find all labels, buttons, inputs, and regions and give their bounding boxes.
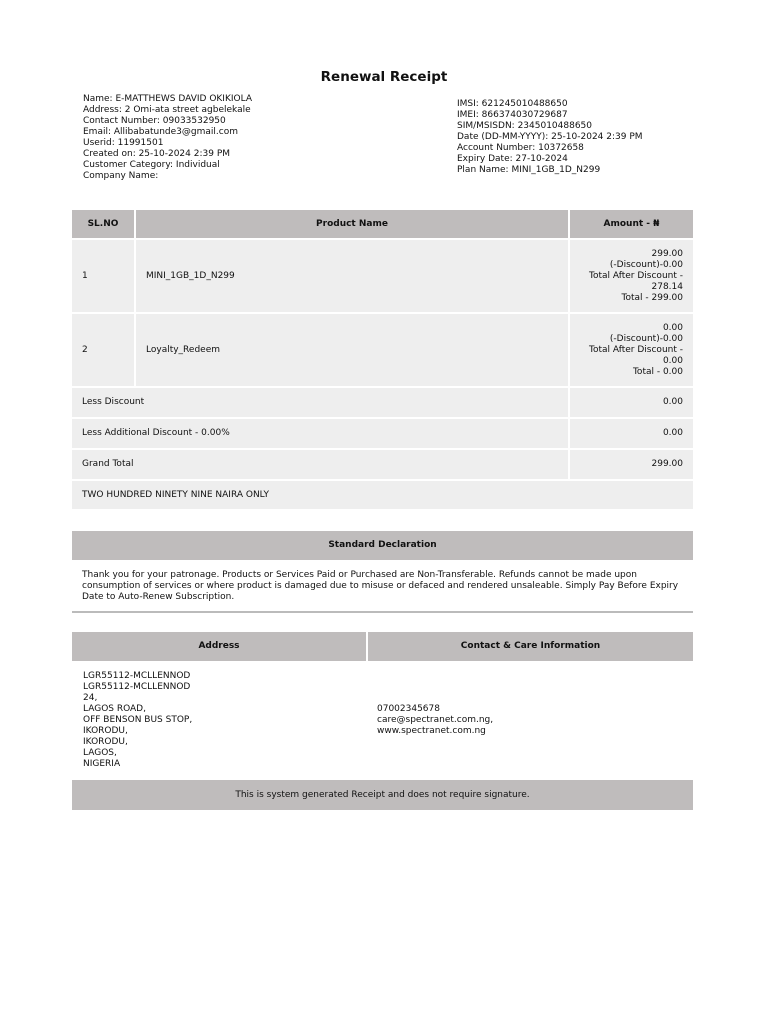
table-row <box>72 313 693 387</box>
grand-total-label: Grand Total <box>72 449 569 480</box>
customer-name: Name: E-MATTHEWS DAVID OKIKIOLA <box>83 94 252 104</box>
declaration-text: Thank you for your patronage. Products or Services Paid or Purchased are Non-Transferable. Refunds cannot be made upon consumption of services or where product is damaged due to misuse or defaced and rendered unsaleable. Simply Pay Before Expiry Date to Auto-Renew Subscription. <box>72 560 693 613</box>
customer-company: Company Name: <box>83 171 159 181</box>
less-discount-label: Less Discount <box>72 387 569 418</box>
address-line: NIGERIA <box>83 759 121 769</box>
amount-line: 0.00 <box>662 322 683 333</box>
footer-note: This is system generated Receipt and does not require signature. <box>72 780 693 810</box>
table-row <box>72 239 693 313</box>
address-line: LAGOS ROAD, <box>83 704 146 714</box>
amount-line: Total - 0.00 <box>632 366 683 377</box>
customer-userid: Userid: 11991501 <box>83 138 164 148</box>
grand-total-value: 299.00 <box>569 449 693 480</box>
row-product-name: Loyalty_Redeem <box>135 313 569 387</box>
customer-email: Email: Allibabatunde3@gmail.com <box>83 127 238 137</box>
account-number: Account Number: 10372658 <box>457 143 584 153</box>
amount-line: Total After Discount - <box>589 344 683 355</box>
amount-line: Total - 299.00 <box>621 292 683 303</box>
row-sl-no: 1 <box>72 239 135 313</box>
customer-created: Created on: 25-10-2024 2:39 PM <box>83 149 231 159</box>
account-plan: Plan Name: MINI_1GB_1D_N299 <box>457 165 601 175</box>
products-table <box>72 210 693 511</box>
address-heading: Address <box>72 632 366 661</box>
address-line: LAGOS, <box>83 748 117 758</box>
header-product-name: Product Name <box>135 210 569 239</box>
address-line: OFF BENSON BUS STOP, <box>83 715 193 725</box>
amount-line: Total After Discount - <box>589 270 683 281</box>
amount-line: 278.14 <box>651 281 683 292</box>
account-msisdn: SIM/MSISDN: 2345010488650 <box>457 121 593 131</box>
care-website: www.spectranet.com.ng <box>377 726 486 736</box>
account-expiry: Expiry Date: 27-10-2024 <box>457 154 568 164</box>
address-line: IKORODU, <box>83 726 128 736</box>
amount-line: (-Discount)-0.00 <box>609 259 683 270</box>
account-imsi: IMSI: 621245010488650 <box>457 99 568 109</box>
header-sl-no: SL.NO <box>72 210 135 239</box>
care-phone: 07002345678 <box>377 704 440 714</box>
care-email: care@spectranet.com.ng, <box>377 715 494 725</box>
additional-discount-label: Less Additional Discount - 0.00% <box>72 418 569 449</box>
amount-line: 299.00 <box>651 248 683 259</box>
contact-block <box>377 704 677 737</box>
address-line: LGR55112-MCLLENNOD <box>83 671 191 681</box>
table-header-row <box>72 210 693 239</box>
grand-total-row <box>72 449 693 480</box>
account-imei: IMEI: 866374030729687 <box>457 110 568 120</box>
additional-discount-row <box>72 418 693 449</box>
address-line: IKORODU, <box>83 737 128 747</box>
declaration-heading: Standard Declaration <box>72 531 693 560</box>
row-amount <box>569 313 693 387</box>
customer-category: Customer Category: Individual <box>83 160 220 170</box>
page-title: Renewal Receipt <box>320 69 448 85</box>
less-discount-row <box>72 387 693 418</box>
account-info <box>457 99 757 176</box>
row-sl-no: 2 <box>72 313 135 387</box>
address-block <box>83 671 363 770</box>
row-amount <box>569 239 693 313</box>
additional-discount-value: 0.00 <box>569 418 693 449</box>
address-line: 24, <box>83 693 98 703</box>
amount-in-words: TWO HUNDRED NINETY NINE NAIRA ONLY <box>72 480 693 510</box>
row-product-name: MINI_1GB_1D_N299 <box>135 239 569 313</box>
contact-heading: Contact & Care Information <box>368 632 693 661</box>
amount-line: (-Discount)-0.00 <box>609 333 683 344</box>
customer-contact: Contact Number: 09033532950 <box>83 116 226 126</box>
account-date: Date (DD-MM-YYYY): 25-10-2024 2:39 PM <box>457 132 643 142</box>
amount-line: 0.00 <box>662 355 683 366</box>
amount-in-words-row <box>72 480 693 510</box>
customer-info <box>83 94 413 182</box>
address-line: LGR55112-MCLLENNOD <box>83 682 191 692</box>
less-discount-value: 0.00 <box>569 387 693 418</box>
customer-address: Address: 2 Omi-ata street agbelekale <box>83 105 251 115</box>
header-amount: Amount - ₦ <box>569 210 693 239</box>
